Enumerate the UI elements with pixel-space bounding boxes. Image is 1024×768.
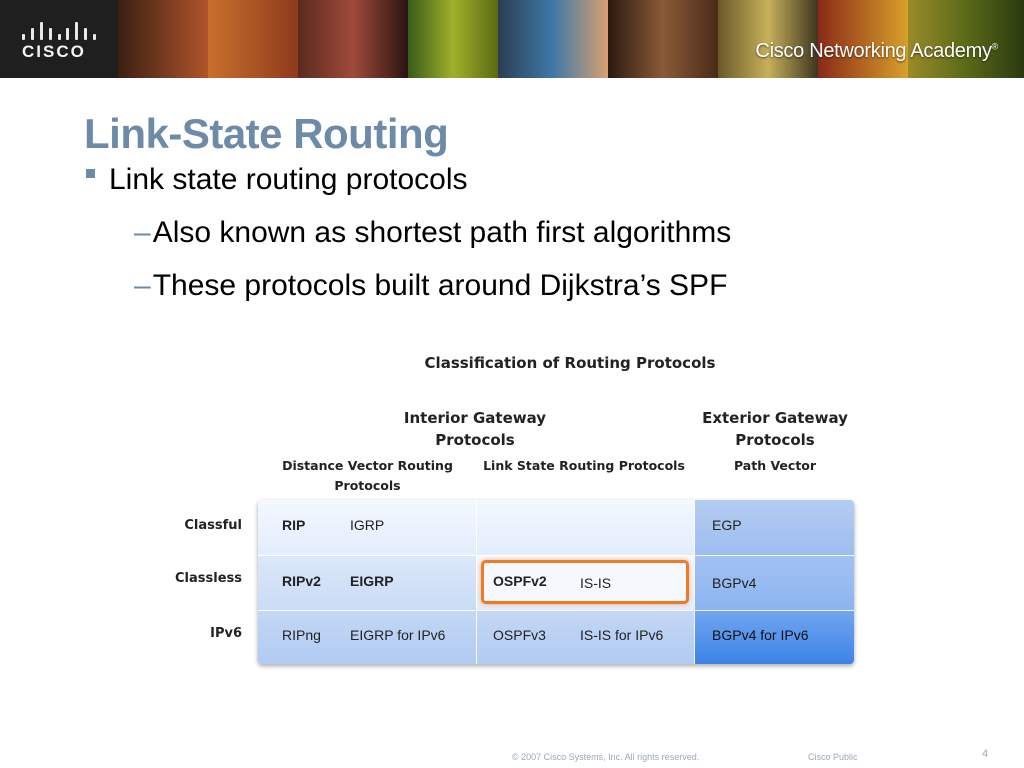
protocol-rip: RIP bbox=[282, 517, 306, 533]
grid-divider bbox=[258, 555, 854, 556]
banner-photo-strip bbox=[718, 0, 818, 78]
grid-divider bbox=[476, 500, 477, 664]
protocol-eigrp-ipv6: EIGRP for IPv6 bbox=[350, 627, 446, 643]
protocol-ospfv3: OSPFv3 bbox=[493, 627, 546, 643]
cisco-logo bbox=[0, 0, 118, 78]
banner-photo-strip bbox=[408, 0, 498, 78]
row-label-classful: Classful bbox=[184, 518, 242, 533]
protocol-egp: EGP bbox=[712, 517, 742, 533]
dash-marker: – bbox=[134, 216, 151, 249]
bullet-text: These protocols built around Dijkstra’s SPF bbox=[152, 269, 728, 302]
protocol-bgpv4-ipv6: BGPv4 for IPv6 bbox=[712, 627, 809, 643]
banner-photo-strip bbox=[608, 0, 718, 78]
banner-photo-strip bbox=[818, 0, 908, 78]
grid-divider bbox=[694, 500, 695, 664]
bullet-level-1 bbox=[86, 163, 468, 197]
academy-brand-text: Cisco Networking Academy bbox=[755, 40, 992, 62]
protocol-is-is: IS-IS bbox=[580, 575, 612, 591]
footer-copyright: © 2007 Cisco Systems, Inc. All rights reserved. bbox=[512, 752, 700, 762]
distance-vector-header: Distance Vector Routing Protocols bbox=[282, 458, 453, 493]
egp-header: Exterior Gateway Protocols bbox=[702, 409, 848, 449]
protocol-eigrp: EIGRP bbox=[350, 573, 394, 589]
igp-header: Interior Gateway Protocols bbox=[403, 409, 547, 449]
footer-classification: Cisco Public bbox=[808, 752, 858, 762]
header-banner bbox=[0, 0, 1024, 78]
banner-photo-strip bbox=[118, 0, 208, 78]
row-label-classless: Classless bbox=[175, 571, 242, 586]
academy-brand bbox=[755, 40, 998, 63]
protocol-ospfv2: OSPFv2 bbox=[493, 573, 547, 589]
path-vector-header: Path Vector bbox=[733, 458, 817, 473]
link-state-header: Link State Routing Protocols bbox=[483, 458, 685, 473]
banner-photo-strip bbox=[298, 0, 408, 78]
banner-photo-strip bbox=[498, 0, 608, 78]
protocol-bgpv4: BGPv4 bbox=[712, 575, 757, 591]
row-label-ipv6: IPv6 bbox=[210, 626, 242, 641]
grid-cell bbox=[476, 500, 694, 555]
square-bullet-icon bbox=[86, 169, 95, 178]
protocol-igrp: IGRP bbox=[350, 517, 385, 533]
cisco-bridge-icon bbox=[22, 20, 96, 40]
page-number: 4 bbox=[982, 748, 989, 760]
grid-divider bbox=[258, 610, 854, 611]
protocol-ripv2: RIPv2 bbox=[282, 573, 321, 589]
dash-marker: – bbox=[134, 269, 151, 302]
protocol-ripng: RIPng bbox=[282, 627, 321, 643]
cisco-logo-text: CISCO bbox=[22, 42, 86, 61]
bullet-text: Also known as shortest path first algorithms bbox=[152, 216, 732, 249]
bullet-text: Link state routing protocols bbox=[109, 163, 468, 196]
banner-photo-strip bbox=[908, 0, 1024, 78]
protocol-is-is-ipv6: IS-IS for IPv6 bbox=[580, 627, 664, 643]
bullet-level-2 bbox=[134, 269, 727, 303]
bullet-level-2 bbox=[134, 216, 731, 250]
diagram-title: Classification of Routing Protocols bbox=[424, 354, 716, 372]
slide-title: Link-State Routing bbox=[84, 110, 449, 157]
registered-mark: ® bbox=[991, 41, 998, 52]
banner-photo-strip bbox=[208, 0, 298, 78]
